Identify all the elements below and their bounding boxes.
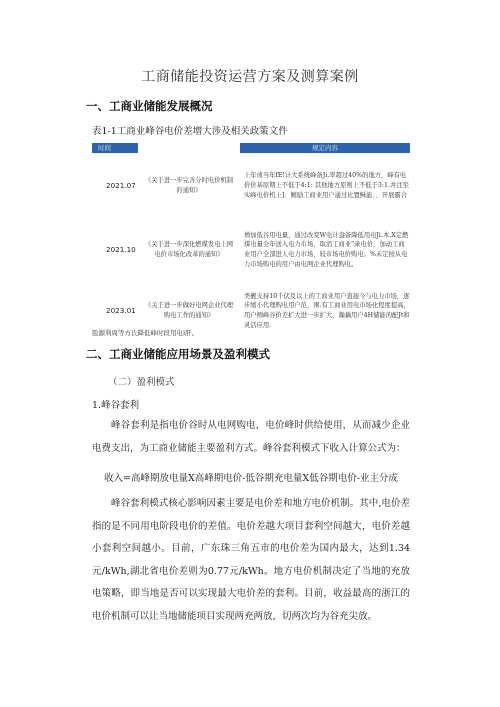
paragraph-arbitrage: 峰谷套利是指电价谷时从电网购电，电价峰时供给使用，从而减少企业电费支出，为工商业储能主要盈利方式。峰谷套利模式下收入计算公式为： bbox=[92, 420, 410, 454]
row-content: 增加低谷用电量，通过改变W电计盎备降低用电Ji.本.X定燃煤电量全年送入电力市场，取消工商业”录电价，加动工商业用户全部进人电力市场，较市场电价购电；%未定按从电力市场购电的用户由电网企业代理购电。 bbox=[244, 231, 409, 268]
section-heading-scenarios: 二、工商业储能应用场景及盈利模式 bbox=[86, 347, 270, 361]
income-formula: 收入=高峰期放电量X高峰期电价-低谷期充电量X低谷期电价-业主分成 bbox=[104, 473, 398, 484]
row-document: 《关于进一步深化燃煤发电上网电价市场化改革的通知》 bbox=[144, 241, 234, 259]
section-heading-overview: 一、工商业储能发展概况 bbox=[86, 99, 213, 113]
row-date: 2021.07 bbox=[106, 181, 136, 191]
paragraph-factors: 峰谷套利模式核心影响因素主要是电价差和地方电价机制。其中,电价差指的是不同用电阶段电价的差值。电价差越大项目套利空间越大，电价差越小套利空间越小。目前，广东珠三角五市的电价差为国内最大，达到1.34元/kWh,湖北省电价差则为0.77元/kWh。地方电价机制决定了当地的充放电策略，即当地是否可以实现最大电价差的套利。目前，收益最高的浙江的电价机制可以让当地储能项目实现两充两放，切两次均为谷充尖放。 bbox=[92, 498, 410, 622]
row-document: 《关于进一步做好电网企业代理购电工作的通知》 bbox=[144, 302, 234, 320]
row-content: 上年或当年fE!计大系统峰备Ji.率超过40%的地方，峰有电价价基原期上不低于4:1: 其他地方原则上不低于3:1.并注至实峰电价机上]．鲍励工商业用户通过比置稣能．、开展霸合 bbox=[244, 172, 409, 199]
row-document: 《关于进一步完善分时电价机制的通知》 bbox=[144, 177, 234, 195]
subsection-heading: （二）盈利模式 bbox=[108, 377, 175, 388]
item-heading: 1.峰谷套利 bbox=[92, 400, 140, 411]
row-date: 2021.10 bbox=[106, 245, 136, 255]
header-time: 时间 bbox=[92, 143, 138, 153]
row-content: 类靓支持10千伏及以上的工商业用户直接今与电力市场，逐步缩小代理购电用户范，围.有工商业用电市场化程度提高，用户侧峰谷价差扩大进一步扩大，瀚藕用户4H储能的配Jt和灵活应用. bbox=[244, 292, 410, 329]
table-note: 脸源利周等方氏降低峰时段用电i肝。 bbox=[92, 329, 199, 337]
header-spacer bbox=[138, 143, 240, 153]
table-header-row bbox=[92, 143, 410, 153]
table-row bbox=[92, 153, 410, 219]
table-caption: 表1-1工商业峰谷电价差增大涉及相关政策文件 bbox=[92, 126, 288, 137]
table-row bbox=[92, 219, 410, 281]
header-content: 规定内容 bbox=[240, 143, 410, 153]
row-date: 2023.01 bbox=[106, 306, 136, 316]
policy-table bbox=[92, 143, 410, 341]
document-title: 工商储能投资运营方案及测算案例 bbox=[141, 69, 359, 85]
